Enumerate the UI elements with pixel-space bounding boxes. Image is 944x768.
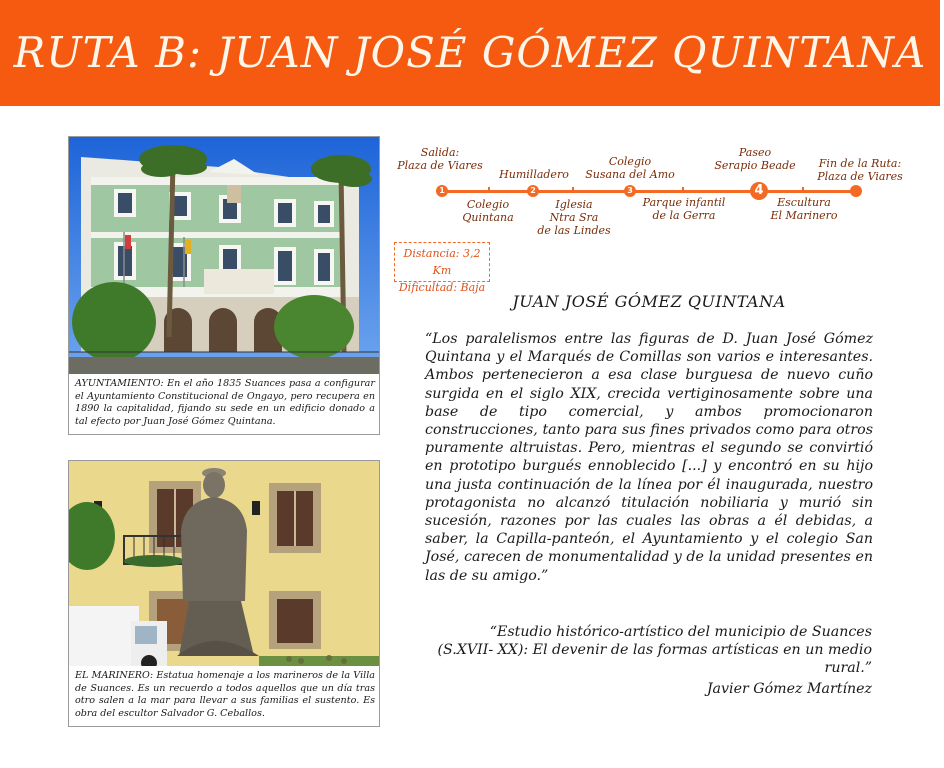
route-label-humilladero: Humilladero [499,168,569,181]
quote-source: “Estudio histórico-artístico del municipio de Suances (S.XVII- XX): El devenir de las formas artísticas en un medio rural.” [437,624,872,677]
distance-text: Distancia: 3,2 Km [403,247,481,277]
route-end-dot [850,185,862,197]
quote-text: “Los paralelismos entre las figuras de D. Juan José Gómez Quintana y el Marqués de Comillas son varios e interesantes. Ambos pertenecieron a esa clase burguesa de nuevo cuño surgida en el siglo XIX, crecida vertiginosamente sobre una base de tipo comercial, y ambos promocionaron construcciones, tanto para sus fines privados como para otros puramente altruistas. Pero, mientras el segundo se convirtió en prototipo burgués ennoblecido [...] y encontró en su hijo una justa continuación de la línea por él inaugurada, nuestro protagonista no alcanzó titulación nobiliaria y murió sin sucesión, razones por las cuales las obras a él debidas, a saber, la Capilla-panteón, el Ayuntamiento y el colegio San José, carecen de monumentalidad y de la unidad presentes en las de su amigo.” [425,331,873,584]
marinero-photo [69,461,379,666]
route-label-salida: Salida: Plaza de Viares [397,146,483,172]
route-diagram [392,140,912,250]
ayuntamiento-caption: AYUNTAMIENTO: En el año 1835 Suances pasa a configurar el Ayuntamiento Constitucional de Ongayo, pero recupera en 1890 la capitalidad, fijando su sede en un edificio donado a tal efecto por Juan José Gómez Quintana. [75,378,375,427]
title-banner [0,0,940,106]
route-stop-3: 3 [624,185,636,197]
page-title: RUTA B: JUAN JOSÉ GÓMEZ QUINTANA [13,28,927,77]
marinero-caption: EL MARINERO: Estatua homenaje a los marineros de la Villa de Suances. Es un recuerdo a todos aquellos que un día tras otro salen a la mar para llevar a sus familias el sustento. Es obra del escultor Salvador G. Ceballos. [75,670,375,719]
route-line [442,190,856,193]
route-label-escultura: Escultura El Marinero [770,196,838,222]
route-tick [682,187,684,193]
route-stop-4: 4 [750,182,768,200]
route-tick [572,187,574,193]
ayuntamiento-photo [69,137,379,374]
route-tick [488,187,490,193]
section-subtitle: JUAN JOSÉ GÓMEZ QUINTANA [512,292,786,311]
route-label-paseo: Paseo Serapio Beade [714,146,796,172]
quote-author: Javier Gómez Martínez [706,681,872,697]
route-tick [802,187,804,193]
route-stop-2: 2 [527,185,539,197]
route-info-box [394,242,490,294]
ayuntamiento-card [68,136,380,435]
route-stop-1: 1 [436,185,448,197]
route-label-iglesia: Iglesia Ntra Sra de las Lindes [537,198,611,237]
route-label-colegio-quintana: Colegio Quintana [462,198,514,224]
route-label-colegio-susana: Colegio Susana del Amo [585,155,675,181]
route-label-fin: Fin de la Ruta: Plaza de Viares [817,157,903,183]
route-label-parque: Parque infantil de la Gerra [642,196,726,222]
difficulty-text: Dificultad: Baja [398,281,486,294]
marinero-card [68,460,380,727]
